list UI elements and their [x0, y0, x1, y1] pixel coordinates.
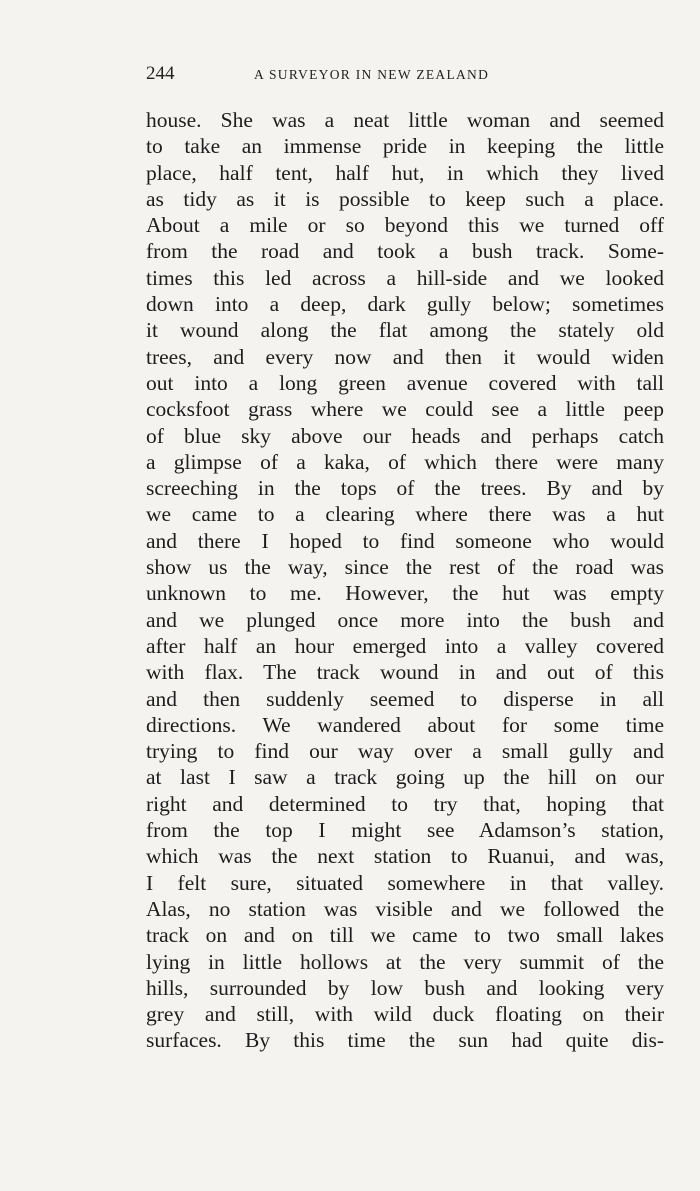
page-header: [146, 62, 664, 90]
text-line: at last I saw a track going up the hill on our: [146, 765, 664, 790]
text-line: grey and still, with wild duck floating on their: [146, 1002, 664, 1027]
text-line: of blue sky above our heads and perhaps catch: [146, 423, 664, 448]
text-line: with flax. The track wound in and out of this: [146, 660, 664, 685]
text-line: lying in little hollows at the very summit of the: [146, 949, 664, 974]
text-line: screeching in the tops of the trees. By and by: [146, 476, 664, 501]
text-line: hills, surrounded by low bush and looking very: [146, 975, 664, 1000]
text-line: Alas, no station was visible and we followed the: [146, 896, 664, 921]
text-line: from the road and took a bush track. Some-: [146, 239, 664, 264]
text-line: which was the next station to Ruanui, and was,: [146, 844, 664, 869]
text-line: surfaces. By this time the sun had quite dis-: [146, 1028, 664, 1053]
text-line: unknown to me. However, the hut was empty: [146, 581, 664, 606]
body-text: [146, 107, 664, 1054]
text-line: cocksfoot grass where we could see a little peep: [146, 397, 664, 422]
text-line: place, half tent, half hut, in which they lived: [146, 160, 664, 185]
text-line: a glimpse of a kaka, of which there were many: [146, 449, 664, 474]
text-line: About a mile or so beyond this we turned off: [146, 213, 664, 238]
text-line: down into a deep, dark gully below; sometimes: [146, 292, 664, 317]
text-line: trying to find our way over a small gully and: [146, 739, 664, 764]
text-line: we came to a clearing where there was a hut: [146, 502, 664, 527]
text-line: out into a long green avenue covered with tall: [146, 370, 664, 395]
text-line: right and determined to try that, hoping that: [146, 791, 664, 816]
text-line: show us the way, since the rest of the road was: [146, 555, 664, 580]
text-line: times this led across a hill-side and we looked: [146, 265, 664, 290]
text-line: and there I hoped to find someone who would: [146, 528, 664, 553]
text-line: from the top I might see Adamson’s station,: [146, 818, 664, 843]
text-line: after half an hour emerged into a valley covered: [146, 633, 664, 658]
text-line: and we plunged once more into the bush and: [146, 607, 664, 632]
text-line: it wound along the flat among the stately old: [146, 318, 664, 343]
text-line: as tidy as it is possible to keep such a place.: [146, 186, 664, 211]
text-line: I felt sure, situated somewhere in that valley.: [146, 870, 664, 895]
text-line: to take an immense pride in keeping the little: [146, 134, 664, 159]
text-line: and then suddenly seemed to disperse in all: [146, 686, 664, 711]
text-line: track on and on till we came to two small lakes: [146, 923, 664, 948]
text-line: directions. We wandered about for some time: [146, 712, 664, 737]
running-head: A SURVEYOR IN NEW ZEALAND: [254, 67, 490, 82]
text-line: house. She was a neat little woman and seemed: [146, 108, 664, 132]
page-number: 244: [146, 63, 175, 84]
text-line: trees, and every now and then it would widen: [146, 344, 664, 369]
